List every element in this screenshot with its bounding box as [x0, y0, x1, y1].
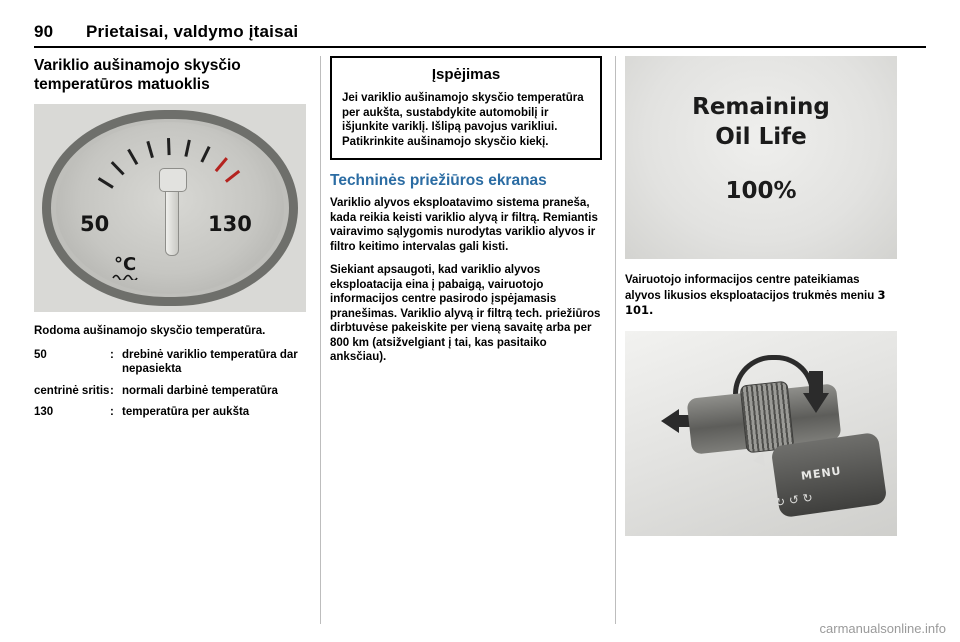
definition-row	[34, 405, 306, 427]
definition-term: 50	[34, 348, 47, 361]
gauge-needle-hub	[159, 168, 187, 192]
definition-term: 130	[34, 406, 54, 418]
definition-colon: :	[110, 348, 114, 361]
stalk-rotation-glyphs: ↻ ↺ ↻	[774, 489, 814, 510]
column-divider-2	[615, 56, 616, 624]
column-1	[34, 56, 306, 626]
definition-desc: normali darbinė temperatūra	[122, 384, 278, 397]
dic-screen	[625, 56, 897, 259]
definition-colon: :	[110, 406, 114, 418]
warning-text: Jei variklio aušinamojo skysčio temperatūra per aukšta, sustabdykite automobilį ir išjunkite variklį. Išlipą pavojus varikliui. Patikrinkite aušinamojo skysčio kiekį.	[342, 92, 584, 148]
stalk-thumbwheel[interactable]	[740, 380, 795, 453]
oil-life-line2: Oil Life	[715, 124, 807, 150]
oil-life-caption-text: Vairuotojo informacijos centre pateikiamas alyvos likusios eksploatacijos trukmės meniu	[625, 274, 875, 302]
page-title: Prietaisai, valdymo įtaisai	[86, 22, 299, 41]
definition-colon: :	[110, 384, 114, 397]
service-paragraph-1: Variklio alyvos eksploatavimo sistema praneša, kada reikia keisti variklio alyvą ir filtrą. Remiantis vairavimo sąlygomis nurodytas variklio alyvos ir filtro keitimo intervalas gali kisti.	[330, 197, 598, 253]
coolant-section-title: Variklio aušinamojo skysčio temperatūros matuoklis	[34, 57, 241, 93]
down-arrow-stem	[809, 371, 823, 395]
celsius-unit: °C	[114, 254, 137, 275]
oil-life-caption-ref: 3 101.	[625, 287, 886, 317]
menu-button-label[interactable]: MENU	[800, 463, 843, 483]
page-header	[34, 22, 926, 42]
gauge-tick	[167, 138, 171, 155]
definition-term: centrinė sritis	[34, 384, 110, 397]
oil-life-line1: Remaining	[692, 94, 830, 120]
left-arrow-head	[661, 409, 679, 433]
down-arrow-head	[803, 393, 829, 413]
gauge-label-low: 50	[80, 212, 110, 236]
service-display-title: Techninės priežiūros ekranas	[330, 172, 547, 189]
column-divider-1	[320, 56, 321, 624]
warning-box	[330, 56, 602, 160]
oil-life-percent: 100%	[725, 178, 797, 204]
oil-life-caption	[625, 273, 897, 319]
definition-row	[34, 348, 306, 384]
definition-row	[34, 384, 306, 406]
coolant-wave-icon	[112, 272, 138, 280]
warning-title: Įspėjimas	[431, 66, 501, 83]
coolant-definition-list	[34, 348, 306, 427]
service-paragraph-2: Siekiant apsaugoti, kad variklio alyvos eksploatacija eina į pabaigą, vairuotojo informacijos centre pasirodo įspėjamasis pranešimas. Variklio alyvą ir filtrą tech. priežiūros dirbtuvėse pakeiskite per vieną savaitę arba per 800 km (atsižvelgiant į tai, kas pasitaiko anksčiau).	[330, 264, 601, 363]
gauge-label-high: 130	[208, 212, 252, 236]
coolant-gauge-figure	[34, 104, 306, 312]
column-2	[330, 56, 602, 626]
wiper-stalk-figure	[625, 331, 897, 536]
watermark: carmanualsonline.info	[819, 621, 946, 636]
header-rule	[34, 46, 926, 48]
column-3	[625, 56, 897, 626]
coolant-intro-text: Rodoma aušinamojo skysčio temperatūra.	[34, 325, 266, 337]
oil-life-figure	[625, 56, 897, 259]
definition-desc: drebinė variklio temperatūra dar nepasiekta	[122, 348, 298, 375]
definition-desc: temperatūra per aukšta	[122, 406, 250, 418]
stalk-triangle-icon	[752, 452, 765, 467]
page-number: 90	[34, 22, 54, 41]
